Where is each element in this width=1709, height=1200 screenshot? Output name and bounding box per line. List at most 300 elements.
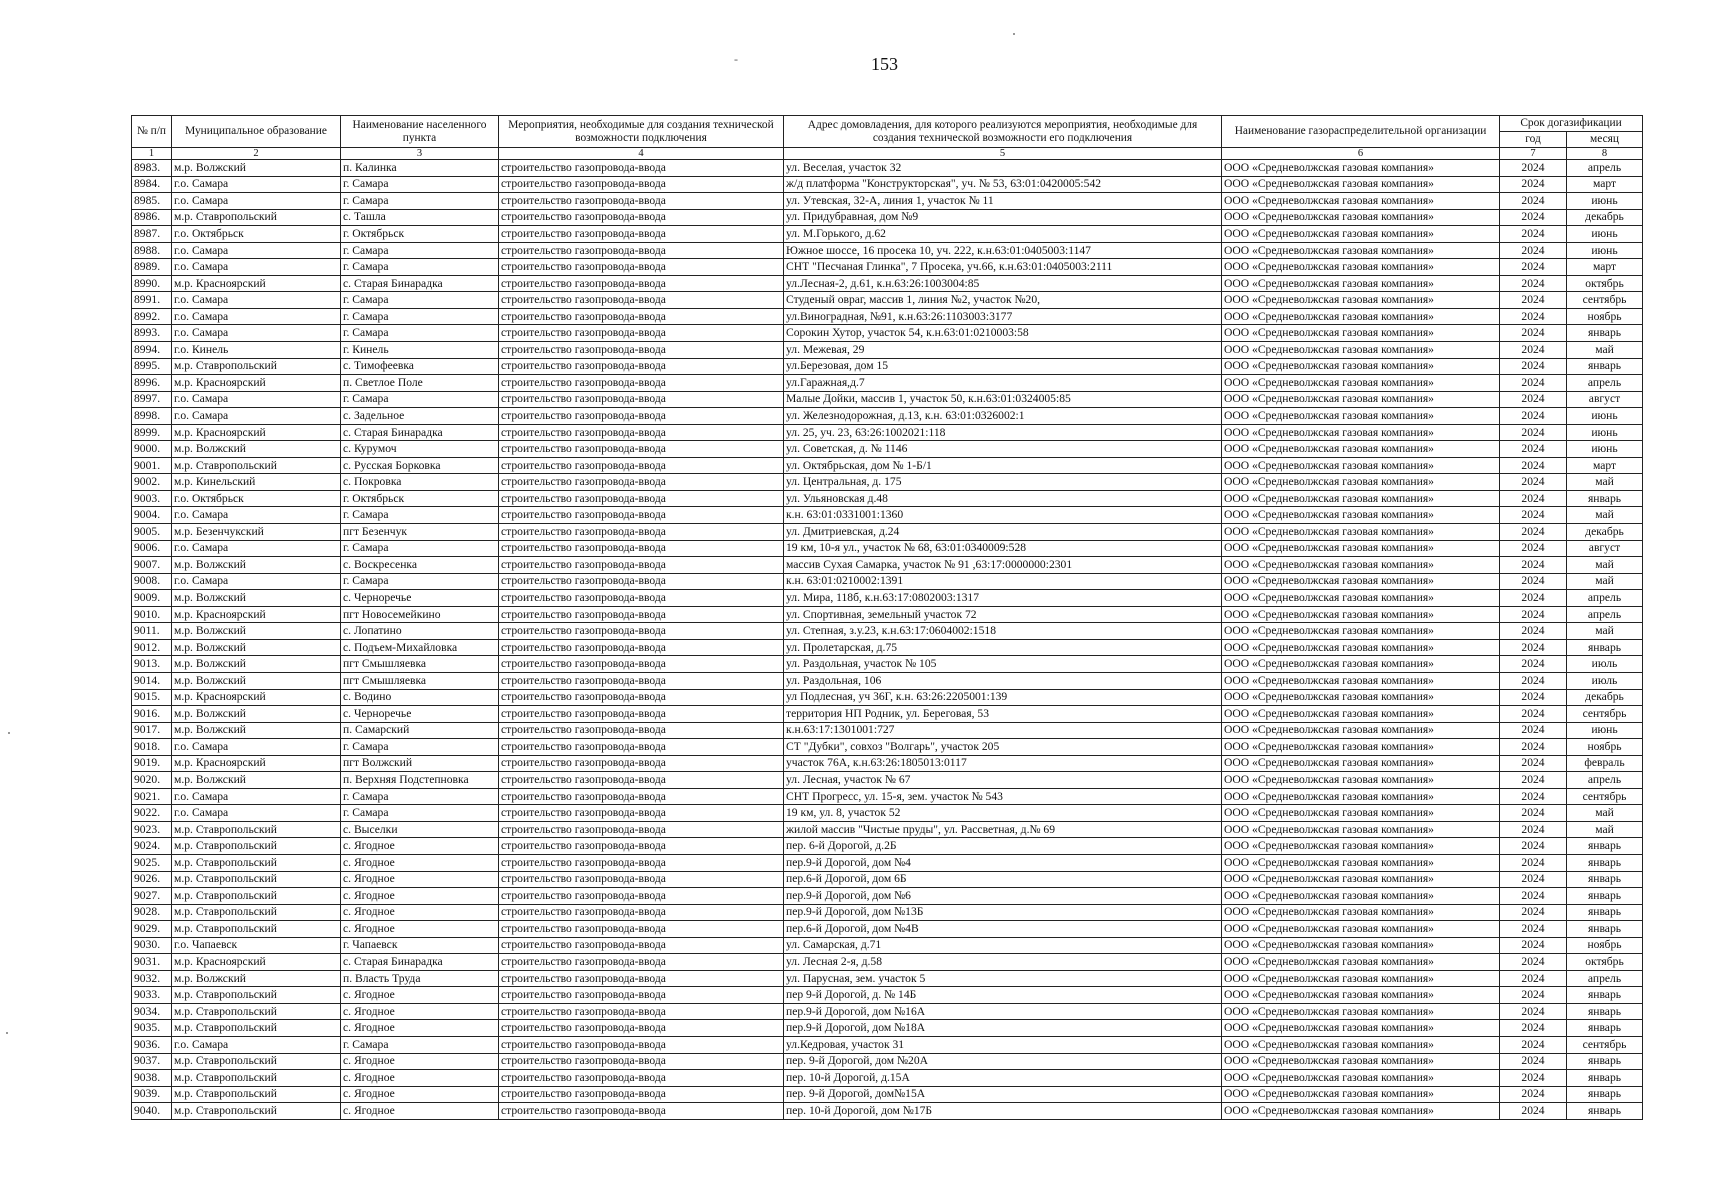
cell-address: ул. Лесная 2-я, д.58	[784, 954, 1222, 971]
cell-address: пер.9-й Дорогой, дом №4	[784, 854, 1222, 871]
cell-municipality: м.р. Волжский	[172, 590, 341, 607]
cell-year: 2024	[1500, 772, 1567, 789]
cell-month: май	[1567, 507, 1643, 524]
cell-measures: строительство газопровода-ввода	[499, 854, 784, 871]
cell-year: 2024	[1500, 987, 1567, 1004]
cell-municipality: г.о. Самара	[172, 739, 341, 756]
cell-settlement: с. Ягодное	[341, 1003, 499, 1020]
cell-gdo: ООО «Средневолжская газовая компания»	[1222, 821, 1500, 838]
cell-municipality: м.р. Ставропольский	[172, 1053, 341, 1070]
cell-settlement: с. Курумоч	[341, 441, 499, 458]
cell-settlement: г. Самара	[341, 540, 499, 557]
table-row	[132, 308, 1643, 325]
cell-settlement: г. Самара	[341, 325, 499, 342]
cell-month: май	[1567, 557, 1643, 574]
cell-month: апрель	[1567, 160, 1643, 177]
cell-gdo: ООО «Средневолжская газовая компания»	[1222, 888, 1500, 905]
cell-measures: строительство газопровода-ввода	[499, 606, 784, 623]
cell-year: 2024	[1500, 391, 1567, 408]
cell-number: 8996.	[132, 375, 172, 392]
cell-gdo: ООО «Средневолжская газовая компания»	[1222, 325, 1500, 342]
cell-measures: строительство газопровода-ввода	[499, 209, 784, 226]
cell-address: ул. Дмитриевская, д.24	[784, 524, 1222, 541]
table-row	[132, 590, 1643, 607]
cell-gdo: ООО «Средневолжская газовая компания»	[1222, 623, 1500, 640]
cell-measures: строительство газопровода-ввода	[499, 457, 784, 474]
cell-number: 9006.	[132, 540, 172, 557]
cell-month: июнь	[1567, 441, 1643, 458]
cell-address: ул.Гаражная,д.7	[784, 375, 1222, 392]
table-row	[132, 904, 1643, 921]
cell-measures: строительство газопровода-ввода	[499, 573, 784, 590]
cell-month: июнь	[1567, 424, 1643, 441]
cell-measures: строительство газопровода-ввода	[499, 739, 784, 756]
cell-number: 9032.	[132, 970, 172, 987]
cell-address: ул.Лесная-2, д.61, к.н.63:26:1003004:85	[784, 275, 1222, 292]
table-row	[132, 838, 1643, 855]
cell-address: Студеный овраг, массив 1, линия №2, участок №20,	[784, 292, 1222, 309]
cell-year: 2024	[1500, 490, 1567, 507]
cell-municipality: м.р. Волжский	[172, 639, 341, 656]
cell-municipality: м.р. Волжский	[172, 970, 341, 987]
cell-municipality: г.о. Октябрьск	[172, 226, 341, 243]
cell-municipality: м.р. Ставропольский	[172, 904, 341, 921]
cell-measures: строительство газопровода-ввода	[499, 325, 784, 342]
cell-month: август	[1567, 391, 1643, 408]
cell-year: 2024	[1500, 325, 1567, 342]
cell-measures: строительство газопровода-ввода	[499, 507, 784, 524]
cell-month: сентябрь	[1567, 706, 1643, 723]
cell-gdo: ООО «Средневолжская газовая компания»	[1222, 706, 1500, 723]
cell-measures: строительство газопровода-ввода	[499, 838, 784, 855]
cell-municipality: г.о. Самара	[172, 507, 341, 524]
cell-settlement: с. Тимофеевка	[341, 358, 499, 375]
cell-number: 9035.	[132, 1020, 172, 1037]
cell-measures: строительство газопровода-ввода	[499, 921, 784, 938]
cell-month: июль	[1567, 656, 1643, 673]
cell-municipality: м.р. Безенчукский	[172, 524, 341, 541]
cell-measures: строительство газопровода-ввода	[499, 358, 784, 375]
cell-year: 2024	[1500, 1003, 1567, 1020]
cell-month: январь	[1567, 1070, 1643, 1087]
cell-measures: строительство газопровода-ввода	[499, 1103, 784, 1120]
cell-settlement: с. Ягодное	[341, 1053, 499, 1070]
cell-address: пер.6-й Дорогой, дом 6Б	[784, 871, 1222, 888]
cell-address: ул. Утевская, 32-А, линия 1, участок № 11	[784, 193, 1222, 210]
cell-number: 9011.	[132, 623, 172, 640]
cell-gdo: ООО «Средневолжская газовая компания»	[1222, 540, 1500, 557]
cell-number: 8991.	[132, 292, 172, 309]
cell-year: 2024	[1500, 176, 1567, 193]
column-index: 4	[499, 148, 784, 160]
cell-year: 2024	[1500, 160, 1567, 177]
cell-gdo: ООО «Средневолжская газовая компания»	[1222, 805, 1500, 822]
cell-gdo: ООО «Средневолжская газовая компания»	[1222, 358, 1500, 375]
cell-address: ул. Веселая, участок 32	[784, 160, 1222, 177]
cell-address: ул. Раздольная, 106	[784, 672, 1222, 689]
cell-measures: строительство газопровода-ввода	[499, 970, 784, 987]
cell-number: 9009.	[132, 590, 172, 607]
table-row	[132, 226, 1643, 243]
cell-settlement: с. Ягодное	[341, 1070, 499, 1087]
cell-address: СНТ Прогресс, ул. 15-я, зем. участок № 543	[784, 788, 1222, 805]
cell-measures: строительство газопровода-ввода	[499, 524, 784, 541]
cell-month: январь	[1567, 888, 1643, 905]
cell-municipality: м.р. Ставропольский	[172, 1003, 341, 1020]
cell-year: 2024	[1500, 1086, 1567, 1103]
table-row	[132, 987, 1643, 1004]
table-row	[132, 821, 1643, 838]
cell-year: 2024	[1500, 193, 1567, 210]
cell-year: 2024	[1500, 573, 1567, 590]
scan-speck	[1013, 33, 1015, 35]
cell-settlement: г. Самара	[341, 292, 499, 309]
cell-settlement: с. Воскресенка	[341, 557, 499, 574]
cell-year: 2024	[1500, 656, 1567, 673]
cell-number: 8999.	[132, 424, 172, 441]
cell-municipality: м.р. Красноярский	[172, 954, 341, 971]
cell-gdo: ООО «Средневолжская газовая компания»	[1222, 772, 1500, 789]
column-index: 2	[172, 148, 341, 160]
cell-address: пер.6-й Дорогой, дом №4В	[784, 921, 1222, 938]
cell-measures: строительство газопровода-ввода	[499, 441, 784, 458]
cell-address: массив Сухая Самарка, участок № 91 ,63:17:0000000:2301	[784, 557, 1222, 574]
cell-municipality: г.о. Самара	[172, 259, 341, 276]
table-row	[132, 656, 1643, 673]
cell-month: январь	[1567, 1020, 1643, 1037]
table-row	[132, 1003, 1643, 1020]
cell-measures: строительство газопровода-ввода	[499, 904, 784, 921]
cell-settlement: с. Ягодное	[341, 921, 499, 938]
cell-municipality: м.р. Волжский	[172, 623, 341, 640]
cell-address: СНТ "Песчаная Глинка", 7 Просека, уч.66, к.н.63:01:0405003:2111	[784, 259, 1222, 276]
cell-address: пер 9-й Дорогой, д. № 14Б	[784, 987, 1222, 1004]
header-year: год	[1500, 132, 1567, 148]
table-row	[132, 176, 1643, 193]
cell-number: 9014.	[132, 672, 172, 689]
cell-address: ул.Виноградная, №91, к.н.63:26:1103003:3177	[784, 308, 1222, 325]
cell-number: 8983.	[132, 160, 172, 177]
cell-year: 2024	[1500, 706, 1567, 723]
cell-number: 9015.	[132, 689, 172, 706]
header-term: Срок догазификации	[1500, 116, 1643, 132]
cell-settlement: г. Самара	[341, 805, 499, 822]
cell-number: 9027.	[132, 888, 172, 905]
cell-year: 2024	[1500, 821, 1567, 838]
cell-municipality: м.р. Волжский	[172, 160, 341, 177]
cell-month: сентябрь	[1567, 1036, 1643, 1053]
table-row	[132, 424, 1643, 441]
cell-settlement: пгт Волжский	[341, 755, 499, 772]
cell-month: март	[1567, 457, 1643, 474]
cell-year: 2024	[1500, 226, 1567, 243]
table-row	[132, 689, 1643, 706]
cell-settlement: пгт Смышляевка	[341, 656, 499, 673]
cell-number: 9036.	[132, 1036, 172, 1053]
cell-gdo: ООО «Средневолжская газовая компания»	[1222, 937, 1500, 954]
cell-number: 9007.	[132, 557, 172, 574]
cell-year: 2024	[1500, 921, 1567, 938]
cell-gdo: ООО «Средневолжская газовая компания»	[1222, 904, 1500, 921]
cell-address: ул. Степная, з.у.23, к.н.63:17:0604002:1518	[784, 623, 1222, 640]
cell-address: пер.9-й Дорогой, дом №16А	[784, 1003, 1222, 1020]
table-row	[132, 970, 1643, 987]
cell-number: 9010.	[132, 606, 172, 623]
cell-month: январь	[1567, 358, 1643, 375]
cell-address: пер. 10-й Дорогой, дом №17Б	[784, 1103, 1222, 1120]
cell-number: 9030.	[132, 937, 172, 954]
cell-gdo: ООО «Средневолжская газовая компания»	[1222, 391, 1500, 408]
cell-settlement: г. Самара	[341, 391, 499, 408]
cell-settlement: с. Старая Бинарадка	[341, 954, 499, 971]
cell-measures: строительство газопровода-ввода	[499, 623, 784, 640]
cell-address: к.н. 63:01:0210002:1391	[784, 573, 1222, 590]
cell-year: 2024	[1500, 441, 1567, 458]
table-row	[132, 739, 1643, 756]
cell-municipality: г.о. Самара	[172, 1036, 341, 1053]
cell-municipality: м.р. Волжский	[172, 656, 341, 673]
gasification-table	[131, 115, 1643, 1120]
cell-settlement: г. Самара	[341, 739, 499, 756]
cell-year: 2024	[1500, 755, 1567, 772]
cell-address: жилой массив "Чистые пруды", ул. Рассветная, д.№ 69	[784, 821, 1222, 838]
cell-month: февраль	[1567, 755, 1643, 772]
cell-settlement: пгт Смышляевка	[341, 672, 499, 689]
table-row	[132, 888, 1643, 905]
cell-gdo: ООО «Средневолжская газовая компания»	[1222, 557, 1500, 574]
cell-number: 9001.	[132, 457, 172, 474]
cell-measures: строительство газопровода-ввода	[499, 788, 784, 805]
cell-settlement: п. Самарский	[341, 722, 499, 739]
cell-gdo: ООО «Средневолжская газовая компания»	[1222, 1070, 1500, 1087]
cell-gdo: ООО «Средневолжская газовая компания»	[1222, 292, 1500, 309]
cell-address: ул. Мира, 118б, к.н.63:17:0802003:1317	[784, 590, 1222, 607]
cell-address: территория НП Родник, ул. Береговая, 53	[784, 706, 1222, 723]
cell-gdo: ООО «Средневолжская газовая компания»	[1222, 1103, 1500, 1120]
header-month: месяц	[1567, 132, 1643, 148]
cell-month: апрель	[1567, 970, 1643, 987]
cell-month: январь	[1567, 871, 1643, 888]
cell-number: 9008.	[132, 573, 172, 590]
cell-address: пер.9-й Дорогой, дом №18А	[784, 1020, 1222, 1037]
cell-month: октябрь	[1567, 275, 1643, 292]
cell-municipality: м.р. Красноярский	[172, 424, 341, 441]
cell-month: май	[1567, 805, 1643, 822]
table-row	[132, 441, 1643, 458]
cell-year: 2024	[1500, 308, 1567, 325]
cell-measures: строительство газопровода-ввода	[499, 1020, 784, 1037]
cell-month: декабрь	[1567, 689, 1643, 706]
cell-year: 2024	[1500, 557, 1567, 574]
cell-settlement: г. Самара	[341, 193, 499, 210]
cell-measures: строительство газопровода-ввода	[499, 871, 784, 888]
cell-gdo: ООО «Средневолжская газовая компания»	[1222, 176, 1500, 193]
table-row	[132, 921, 1643, 938]
cell-year: 2024	[1500, 970, 1567, 987]
cell-number: 9038.	[132, 1070, 172, 1087]
cell-gdo: ООО «Средневолжская газовая компания»	[1222, 573, 1500, 590]
cell-address: ул. Лесная, участок № 67	[784, 772, 1222, 789]
cell-number: 9012.	[132, 639, 172, 656]
cell-month: октябрь	[1567, 954, 1643, 971]
table-row	[132, 474, 1643, 491]
cell-measures: строительство газопровода-ввода	[499, 226, 784, 243]
cell-municipality: м.р. Ставропольский	[172, 1103, 341, 1120]
cell-number: 8997.	[132, 391, 172, 408]
cell-settlement: с. Старая Бинарадка	[341, 275, 499, 292]
cell-settlement: пгт Безенчук	[341, 524, 499, 541]
cell-number: 9003.	[132, 490, 172, 507]
table-row	[132, 342, 1643, 359]
cell-settlement: г. Самара	[341, 507, 499, 524]
cell-year: 2024	[1500, 788, 1567, 805]
table-row	[132, 606, 1643, 623]
table-row	[132, 540, 1643, 557]
cell-settlement: с. Водино	[341, 689, 499, 706]
cell-settlement: п. Власть Труда	[341, 970, 499, 987]
cell-year: 2024	[1500, 1036, 1567, 1053]
cell-measures: строительство газопровода-ввода	[499, 772, 784, 789]
cell-measures: строительство газопровода-ввода	[499, 722, 784, 739]
table-row	[132, 242, 1643, 259]
cell-municipality: г.о. Самара	[172, 573, 341, 590]
cell-municipality: м.р. Ставропольский	[172, 888, 341, 905]
cell-year: 2024	[1500, 689, 1567, 706]
cell-number: 9019.	[132, 755, 172, 772]
table-row	[132, 788, 1643, 805]
cell-measures: строительство газопровода-ввода	[499, 590, 784, 607]
cell-number: 9021.	[132, 788, 172, 805]
cell-address: ул. Советская, д. № 1146	[784, 441, 1222, 458]
cell-measures: строительство газопровода-ввода	[499, 888, 784, 905]
table-body	[132, 160, 1643, 1120]
cell-municipality: м.р. Волжский	[172, 441, 341, 458]
cell-municipality: г.о. Октябрьск	[172, 490, 341, 507]
cell-gdo: ООО «Средневолжская газовая компания»	[1222, 474, 1500, 491]
table-row	[132, 490, 1643, 507]
cell-municipality: м.р. Красноярский	[172, 275, 341, 292]
cell-month: январь	[1567, 1086, 1643, 1103]
cell-measures: строительство газопровода-ввода	[499, 342, 784, 359]
cell-municipality: г.о. Чапаевск	[172, 937, 341, 954]
cell-year: 2024	[1500, 904, 1567, 921]
cell-municipality: м.р. Волжский	[172, 706, 341, 723]
cell-month: январь	[1567, 987, 1643, 1004]
cell-number: 9023.	[132, 821, 172, 838]
cell-address: ул. Пролетарская, д.75	[784, 639, 1222, 656]
cell-municipality: г.о. Самара	[172, 242, 341, 259]
cell-year: 2024	[1500, 739, 1567, 756]
table-row	[132, 160, 1643, 177]
cell-number: 9013.	[132, 656, 172, 673]
table-row	[132, 937, 1643, 954]
table-row	[132, 722, 1643, 739]
cell-year: 2024	[1500, 1070, 1567, 1087]
cell-address: Сорокин Хутор, участок 54, к.н.63:01:0210003:58	[784, 325, 1222, 342]
table-row	[132, 391, 1643, 408]
table-row	[132, 1036, 1643, 1053]
cell-gdo: ООО «Средневолжская газовая компания»	[1222, 1086, 1500, 1103]
cell-gdo: ООО «Средневолжская газовая компания»	[1222, 441, 1500, 458]
cell-settlement: г. Самара	[341, 242, 499, 259]
cell-municipality: г.о. Самара	[172, 292, 341, 309]
cell-month: март	[1567, 176, 1643, 193]
table-row	[132, 1086, 1643, 1103]
cell-year: 2024	[1500, 606, 1567, 623]
cell-measures: строительство газопровода-ввода	[499, 1053, 784, 1070]
cell-year: 2024	[1500, 639, 1567, 656]
cell-number: 8992.	[132, 308, 172, 325]
cell-year: 2024	[1500, 259, 1567, 276]
cell-address: ул. Самарская, д.71	[784, 937, 1222, 954]
cell-address: пер. 9-й Дорогой, дом №20А	[784, 1053, 1222, 1070]
cell-municipality: г.о. Самара	[172, 391, 341, 408]
cell-number: 9029.	[132, 921, 172, 938]
cell-number: 9002.	[132, 474, 172, 491]
table-row	[132, 755, 1643, 772]
table-row	[132, 292, 1643, 309]
cell-municipality: м.р. Ставропольский	[172, 838, 341, 855]
cell-gdo: ООО «Средневолжская газовая компания»	[1222, 1020, 1500, 1037]
cell-measures: строительство газопровода-ввода	[499, 954, 784, 971]
cell-year: 2024	[1500, 623, 1567, 640]
cell-month: август	[1567, 540, 1643, 557]
cell-month: июнь	[1567, 722, 1643, 739]
column-index: 1	[132, 148, 172, 160]
cell-municipality: м.р. Ставропольский	[172, 1070, 341, 1087]
cell-settlement: п. Верхняя Подстепновка	[341, 772, 499, 789]
cell-settlement: с. Ягодное	[341, 1103, 499, 1120]
table-row	[132, 375, 1643, 392]
cell-gdo: ООО «Средневолжская газовая компания»	[1222, 160, 1500, 177]
cell-month: январь	[1567, 325, 1643, 342]
cell-year: 2024	[1500, 292, 1567, 309]
cell-month: декабрь	[1567, 209, 1643, 226]
cell-month: ноябрь	[1567, 739, 1643, 756]
cell-year: 2024	[1500, 590, 1567, 607]
table-row	[132, 524, 1643, 541]
table-row	[132, 706, 1643, 723]
cell-month: январь	[1567, 904, 1643, 921]
cell-number: 8987.	[132, 226, 172, 243]
cell-year: 2024	[1500, 424, 1567, 441]
scan-speck	[8, 732, 10, 734]
cell-gdo: ООО «Средневолжская газовая компания»	[1222, 490, 1500, 507]
cell-settlement: с. Подъем-Михайловка	[341, 639, 499, 656]
cell-address: ул.Кедровая, участок 31	[784, 1036, 1222, 1053]
cell-municipality: м.р. Ставропольский	[172, 457, 341, 474]
cell-settlement: пгт Новосемейкино	[341, 606, 499, 623]
cell-measures: строительство газопровода-ввода	[499, 193, 784, 210]
cell-municipality: г.о. Самара	[172, 788, 341, 805]
cell-gdo: ООО «Средневолжская газовая компания»	[1222, 854, 1500, 871]
cell-settlement: с. Старая Бинарадка	[341, 424, 499, 441]
column-index: 8	[1567, 148, 1643, 160]
cell-month: декабрь	[1567, 524, 1643, 541]
cell-gdo: ООО «Средневолжская газовая компания»	[1222, 954, 1500, 971]
cell-address: Малые Дойки, массив 1, участок 50, к.н.63:01:0324005:85	[784, 391, 1222, 408]
cell-month: май	[1567, 474, 1643, 491]
cell-gdo: ООО «Средневолжская газовая компания»	[1222, 226, 1500, 243]
cell-address: к.н.63:17:1301001:727	[784, 722, 1222, 739]
table-row	[132, 573, 1643, 590]
cell-year: 2024	[1500, 408, 1567, 425]
cell-gdo: ООО «Средневолжская газовая компания»	[1222, 275, 1500, 292]
cell-gdo: ООО «Средневолжская газовая компания»	[1222, 739, 1500, 756]
table-row	[132, 358, 1643, 375]
cell-number: 9022.	[132, 805, 172, 822]
cell-month: июль	[1567, 672, 1643, 689]
